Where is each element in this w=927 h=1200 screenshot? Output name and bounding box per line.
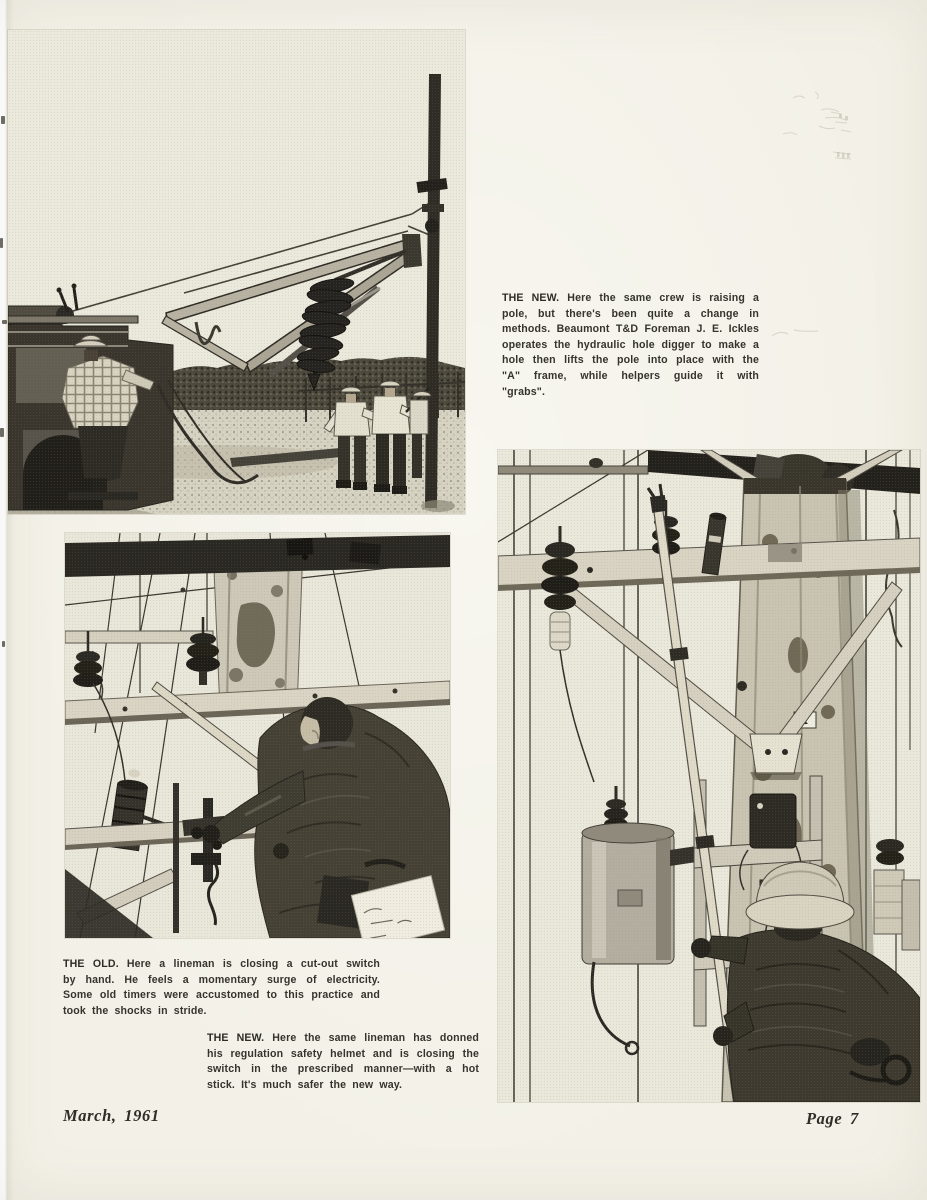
issue-date: March, 1961: [63, 1106, 160, 1125]
caption-the-old: [63, 957, 380, 1019]
faint-pencil-mark: [768, 322, 824, 344]
page-number: Page 7: [806, 1109, 859, 1128]
press-speck: [1, 116, 5, 124]
caption-lead: THE OLD.: [63, 958, 119, 970]
caption-body: Here the same lineman has donned his regulation safety helmet and is closing the switch in the prescribed manner—with a hot stick. It's much safer the new way.: [207, 1032, 480, 1091]
press-speck: [2, 320, 7, 324]
press-speck: [0, 238, 3, 248]
press-speck: [2, 641, 5, 647]
caption-the-new-top: [502, 291, 759, 400]
caption-lead: THE NEW.: [502, 292, 560, 304]
faint-stamp-smudge: [775, 82, 895, 177]
caption-lead: THE NEW.: [207, 1032, 265, 1044]
photo-hot-stick: [498, 450, 920, 1102]
photo-raising-pole: [8, 30, 465, 514]
caption-body: Here a lineman is closing a cut-out switch by hand. He feels a momentary surge of electricity. Some old timers were accustomed to this practice and took the shocks in stride.: [63, 958, 380, 1017]
press-speck: [0, 428, 4, 437]
caption-the-new-bottom: [207, 1031, 479, 1093]
photo-closing-switch-by-hand: [65, 533, 450, 938]
caption-body: Here the same crew is raising a pole, but there's been quite a change in methods. Beaumont T&D Foreman J. E. Ickles operates the hydraulic hole digger to make a hole then lifts the pole into place with the "A" frame, while helpers guide it with "grabs".: [502, 292, 759, 398]
